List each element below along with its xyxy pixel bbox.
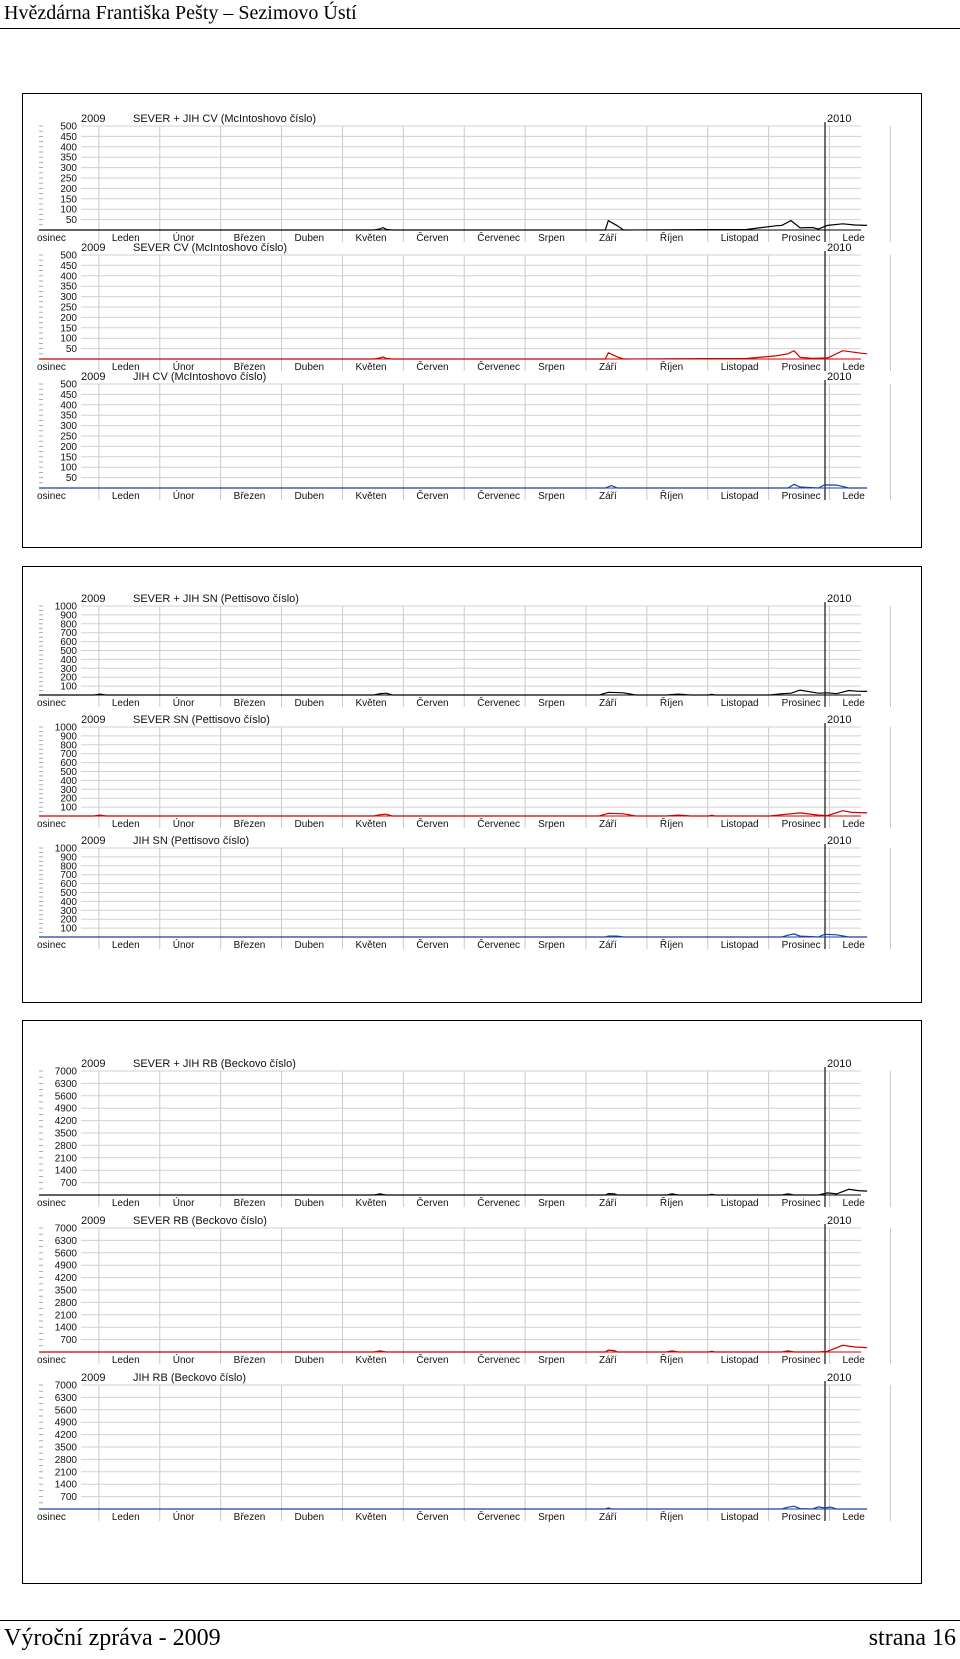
chart-9-ytick-label: 5600 <box>54 1405 77 1417</box>
chart-1-month-label: Lede <box>842 233 865 244</box>
chart-8-group <box>37 1215 890 1366</box>
chart-7-month-label: Říjen <box>659 1198 684 1209</box>
chart-2-ytick-label: 500 <box>60 250 77 262</box>
chart-9-ytick-label: 3500 <box>54 1442 77 1454</box>
chart-2-month-label: Červenec <box>477 362 521 373</box>
chart-3-month-label: Lede <box>842 491 865 502</box>
chart-8-ytick-label: 6300 <box>54 1235 77 1247</box>
chart-5-month-label: Lede <box>842 819 865 830</box>
chart-2-title: SEVER CV (McIntoshovo číslo) <box>133 242 288 254</box>
chart-5-month-label: Březen <box>233 819 266 830</box>
chart-5-ytick-label: 300 <box>60 784 77 796</box>
chart-6-month-label: Únor <box>172 940 195 951</box>
chart-2-year-right: 2010 <box>827 242 852 254</box>
chart-4-series-line <box>39 690 867 695</box>
chart-4-month-label: Leden <box>111 698 140 709</box>
chart-4-month-label: Duben <box>294 698 325 709</box>
chart-9-ytick-label: 4200 <box>54 1430 77 1442</box>
chart-6-ytick-label: 500 <box>60 888 77 899</box>
chart-7-title: SEVER + JIH RB (Beckovo číslo) <box>133 1058 296 1070</box>
chart-4-month-label: Srpen <box>538 698 565 709</box>
chart-6-year-left: 2009 <box>81 835 106 847</box>
chart-5-month-label: Leden <box>111 819 140 830</box>
chart-7-ytick-label: 6300 <box>54 1078 77 1090</box>
chart-9-ytick-label: 1400 <box>54 1479 77 1491</box>
chart-5-month-label: Srpen <box>538 819 565 830</box>
chart-2-month-label: Říjen <box>659 362 684 373</box>
chart-9-month-label: Březen <box>233 1512 266 1523</box>
chart-5-month-label: Duben <box>294 819 325 830</box>
chart-1-month-label: Červen <box>416 233 449 244</box>
chart-8-month-label: Lede <box>842 1355 865 1366</box>
chart-9-title: JIH RB (Beckovo číslo) <box>133 1372 247 1384</box>
chart-6-month-label: Červenec <box>477 940 521 951</box>
chart-1-month-label: Srpen <box>538 233 565 244</box>
chart-7-year-right: 2010 <box>827 1058 852 1070</box>
chart-3-month-label: Květen <box>355 491 387 502</box>
chart-3-month-label: Únor <box>172 491 195 502</box>
chart-1-ytick-label: 450 <box>60 131 77 143</box>
chart-5-month-label: Září <box>599 819 617 830</box>
chart-2-group <box>37 242 890 373</box>
chart-6-title: JIH SN (Pettisovo číslo) <box>133 835 250 847</box>
chart-9-month-label: Říjen <box>659 1512 684 1523</box>
chart-1-ytick-label: 400 <box>60 142 77 154</box>
chart-5-year-left: 2009 <box>81 714 106 726</box>
chart-1-month-label: Duben <box>294 233 325 244</box>
chart-8-month-label: Září <box>599 1355 617 1366</box>
chart-1-ytick-label: 350 <box>60 152 77 164</box>
chart-7-month-label: Leden <box>111 1198 140 1209</box>
chart-8-ytick-label: 4900 <box>54 1260 77 1272</box>
chart-1-ytick-label: 50 <box>65 215 77 227</box>
chart-1-series-line <box>39 221 867 230</box>
chart-9-month-label: Květen <box>355 1512 387 1523</box>
chart-3-month-label: Leden <box>111 491 140 502</box>
chart-3-group <box>37 371 890 502</box>
chart-2-ytick-label: 350 <box>60 281 77 293</box>
chart-6-month-label: osinec <box>37 940 66 951</box>
chart-1-month-label: Březen <box>233 233 266 244</box>
chart-1-ytick-label: 200 <box>60 183 77 195</box>
chart-8-month-label: Srpen <box>538 1355 565 1366</box>
chart-4-ytick-label: 800 <box>60 619 77 631</box>
chart-2-year-left: 2009 <box>81 242 106 254</box>
chart-9-year-left: 2009 <box>81 1372 106 1384</box>
chart-3-ytick-label: 50 <box>65 473 77 485</box>
chart-5-ytick-label: 800 <box>60 740 77 752</box>
chart-9-month-label: osinec <box>37 1512 66 1523</box>
chart-panel-sn-svg <box>23 567 920 1001</box>
chart-4-group <box>37 593 890 709</box>
chart-9-ytick-label: 2800 <box>54 1454 77 1466</box>
chart-5-series-line <box>39 811 867 816</box>
chart-5-ytick-label: 900 <box>60 731 77 743</box>
chart-3-ytick-label: 100 <box>60 462 77 474</box>
chart-7-month-label: Září <box>599 1198 617 1209</box>
chart-7-ytick-label: 7000 <box>54 1066 77 1078</box>
chart-5-month-label: Červen <box>416 819 449 830</box>
chart-4-month-label: Listopad <box>720 698 759 709</box>
chart-6-ytick-label: 200 <box>60 914 77 926</box>
chart-6-month-label: Prosinec <box>781 940 821 951</box>
chart-9-ytick-label: 7000 <box>54 1380 77 1392</box>
chart-2-ytick-label: 450 <box>60 260 77 272</box>
chart-8-year-right: 2010 <box>827 1215 852 1227</box>
chart-6-group <box>37 835 890 951</box>
chart-5-month-label: Prosinec <box>781 819 821 830</box>
chart-2-ytick-label: 300 <box>60 292 77 304</box>
chart-1-month-label: Červenec <box>477 233 521 244</box>
chart-2-series-line <box>39 351 867 359</box>
chart-4-title: SEVER + JIH SN (Pettisovo číslo) <box>133 593 299 605</box>
chart-9-month-label: Leden <box>111 1512 140 1523</box>
chart-7-month-label: Březen <box>233 1198 266 1209</box>
chart-7-month-label: Lede <box>842 1198 865 1209</box>
chart-8-ytick-label: 3500 <box>54 1285 77 1297</box>
chart-6-ytick-label: 400 <box>60 896 77 908</box>
chart-3-year-left: 2009 <box>81 371 106 383</box>
chart-9-month-label: Listopad <box>720 1512 759 1523</box>
chart-7-series-line <box>39 1189 867 1195</box>
chart-1-month-label: Květen <box>355 233 387 244</box>
chart-6-ytick-label: 1000 <box>54 843 77 855</box>
chart-1-year-left: 2009 <box>81 113 106 125</box>
chart-3-year-right: 2010 <box>827 371 852 383</box>
chart-2-month-label: Srpen <box>538 362 565 373</box>
chart-3-ytick-label: 350 <box>60 410 77 422</box>
chart-7-ytick-label: 3500 <box>54 1128 77 1140</box>
chart-4-month-label: Prosinec <box>781 698 821 709</box>
chart-4-month-label: Červen <box>416 698 449 709</box>
chart-8-month-label: Únor <box>172 1355 195 1366</box>
chart-1-month-label: Leden <box>111 233 140 244</box>
chart-3-ytick-label: 450 <box>60 389 77 401</box>
chart-4-year-right: 2010 <box>827 593 852 605</box>
chart-7-month-label: Květen <box>355 1198 387 1209</box>
chart-4-month-label: Červenec <box>477 698 521 709</box>
chart-8-month-label: Červenec <box>477 1355 521 1366</box>
chart-9-ytick-label: 2100 <box>54 1467 77 1479</box>
chart-9-month-label: Červenec <box>477 1512 521 1523</box>
chart-4-year-left: 2009 <box>81 593 106 605</box>
chart-6-ytick-label: 300 <box>60 905 77 917</box>
chart-8-month-label: osinec <box>37 1355 66 1366</box>
chart-5-ytick-label: 400 <box>60 775 77 787</box>
chart-7-month-label: Červenec <box>477 1198 521 1209</box>
chart-3-series-line <box>39 484 867 488</box>
chart-7-ytick-label: 5600 <box>54 1091 77 1103</box>
chart-6-ytick-label: 900 <box>60 852 77 864</box>
chart-3-month-label: Září <box>599 491 617 502</box>
chart-8-month-label: Duben <box>294 1355 325 1366</box>
chart-5-ytick-label: 700 <box>60 749 77 761</box>
chart-7-ytick-label: 1400 <box>54 1165 77 1177</box>
chart-7-month-label: Duben <box>294 1198 325 1209</box>
chart-2-month-label: Únor <box>172 362 195 373</box>
chart-6-ytick-label: 100 <box>60 923 77 935</box>
chart-1-ytick-label: 100 <box>60 204 77 216</box>
footer-page-number: strana 16 <box>868 1625 956 1651</box>
chart-8-year-left: 2009 <box>81 1215 106 1227</box>
chart-3-month-label: osinec <box>37 491 66 502</box>
chart-4-ytick-label: 500 <box>60 646 77 657</box>
chart-6-month-label: Březen <box>233 940 266 951</box>
chart-1-group <box>37 113 890 244</box>
chart-6-month-label: Srpen <box>538 940 565 951</box>
chart-8-month-label: Březen <box>233 1355 266 1366</box>
chart-8-month-label: Listopad <box>720 1355 759 1366</box>
chart-5-ytick-label: 1000 <box>54 722 77 734</box>
chart-2-ytick-label: 50 <box>65 344 77 356</box>
chart-4-month-label: Květen <box>355 698 387 709</box>
chart-9-month-label: Prosinec <box>781 1512 821 1523</box>
chart-1-month-label: Září <box>599 233 617 244</box>
chart-1-year-right: 2010 <box>827 113 852 125</box>
chart-2-ytick-label: 400 <box>60 271 77 283</box>
chart-4-ytick-label: 900 <box>60 610 77 622</box>
chart-9-month-label: Duben <box>294 1512 325 1523</box>
chart-7-ytick-label: 4200 <box>54 1116 77 1128</box>
chart-2-month-label: Prosinec <box>781 362 821 373</box>
chart-7-ytick-label: 4900 <box>54 1103 77 1115</box>
chart-8-ytick-label: 700 <box>60 1335 77 1347</box>
chart-7-group <box>37 1058 890 1209</box>
chart-3-ytick-label: 400 <box>60 400 77 412</box>
chart-8-month-label: Květen <box>355 1355 387 1366</box>
chart-5-ytick-label: 100 <box>60 802 77 814</box>
chart-4-ytick-label: 200 <box>60 672 77 684</box>
chart-3-month-label: Březen <box>233 491 266 502</box>
chart-2-ytick-label: 200 <box>60 312 77 324</box>
chart-8-month-label: Leden <box>111 1355 140 1366</box>
chart-5-month-label: osinec <box>37 819 66 830</box>
chart-6-ytick-label: 800 <box>60 861 77 873</box>
chart-2-month-label: Červen <box>416 362 449 373</box>
chart-1-month-label: osinec <box>37 233 66 244</box>
chart-3-month-label: Srpen <box>538 491 565 502</box>
chart-panel-sn <box>22 566 922 1003</box>
chart-9-month-label: Červen <box>416 1512 449 1523</box>
chart-5-month-label: Únor <box>172 819 195 830</box>
chart-5-title: SEVER SN (Pettisovo číslo) <box>133 714 270 726</box>
chart-4-ytick-label: 300 <box>60 663 77 675</box>
page-header-title: Hvězdárna Františka Pešty – Sezimovo Ústí <box>4 2 357 24</box>
chart-7-month-label: Prosinec <box>781 1198 821 1209</box>
chart-8-ytick-label: 4200 <box>54 1273 77 1285</box>
chart-5-year-right: 2010 <box>827 714 852 726</box>
chart-5-month-label: Květen <box>355 819 387 830</box>
chart-5-month-label: Listopad <box>720 819 759 830</box>
chart-2-month-label: Září <box>599 362 617 373</box>
chart-4-month-label: Září <box>599 698 617 709</box>
chart-1-title: SEVER + JIH CV (McIntoshovo číslo) <box>133 113 317 125</box>
chart-3-ytick-label: 250 <box>60 431 77 443</box>
chart-4-month-label: osinec <box>37 698 66 709</box>
chart-7-month-label: Srpen <box>538 1198 565 1209</box>
chart-6-ytick-label: 700 <box>60 870 77 882</box>
chart-1-month-label: Únor <box>172 233 195 244</box>
chart-9-month-label: Únor <box>172 1512 195 1523</box>
footer-report-title: Výroční zpráva - 2009 <box>4 1625 221 1651</box>
chart-8-ytick-label: 2800 <box>54 1297 77 1309</box>
chart-6-month-label: Leden <box>111 940 140 951</box>
chart-panel-rb-svg <box>23 1021 920 1582</box>
chart-5-month-label: Červenec <box>477 819 521 830</box>
chart-7-month-label: Listopad <box>720 1198 759 1209</box>
chart-6-month-label: Září <box>599 940 617 951</box>
chart-panel-cv-svg <box>23 94 920 546</box>
chart-7-ytick-label: 2800 <box>54 1140 77 1152</box>
chart-9-month-label: Září <box>599 1512 617 1523</box>
chart-panel-cv <box>22 93 922 548</box>
chart-3-ytick-label: 300 <box>60 421 77 433</box>
chart-2-month-label: Leden <box>111 362 140 373</box>
chart-5-ytick-label: 600 <box>60 758 77 770</box>
chart-9-ytick-label: 700 <box>60 1492 77 1504</box>
chart-2-ytick-label: 100 <box>60 333 77 345</box>
chart-2-month-label: Květen <box>355 362 387 373</box>
chart-3-month-label: Říjen <box>659 491 684 502</box>
chart-9-ytick-label: 4900 <box>54 1417 77 1429</box>
chart-1-month-label: Říjen <box>659 233 684 244</box>
chart-7-ytick-label: 700 <box>60 1178 77 1190</box>
chart-4-month-label: Lede <box>842 698 865 709</box>
chart-8-ytick-label: 1400 <box>54 1322 77 1334</box>
page-header <box>0 0 960 29</box>
chart-4-ytick-label: 700 <box>60 628 77 640</box>
chart-3-month-label: Červen <box>416 491 449 502</box>
chart-9-month-label: Lede <box>842 1512 865 1523</box>
chart-4-ytick-label: 1000 <box>54 601 77 613</box>
chart-9-month-label: Srpen <box>538 1512 565 1523</box>
chart-3-ytick-label: 500 <box>60 379 77 391</box>
chart-panel-rb <box>22 1020 922 1584</box>
chart-1-ytick-label: 250 <box>60 173 77 185</box>
chart-6-year-right: 2010 <box>827 835 852 847</box>
chart-2-month-label: Lede <box>842 362 865 373</box>
chart-4-ytick-label: 100 <box>60 681 77 693</box>
chart-4-month-label: Březen <box>233 698 266 709</box>
chart-5-ytick-label: 500 <box>60 767 77 778</box>
chart-1-ytick-label: 300 <box>60 163 77 175</box>
chart-9-group <box>37 1372 890 1523</box>
chart-9-ytick-label: 6300 <box>54 1392 77 1404</box>
chart-6-month-label: Červen <box>416 940 449 951</box>
chart-8-ytick-label: 2100 <box>54 1310 77 1322</box>
chart-7-month-label: osinec <box>37 1198 66 1209</box>
chart-4-month-label: Říjen <box>659 698 684 709</box>
chart-4-ytick-label: 400 <box>60 654 77 666</box>
chart-6-month-label: Duben <box>294 940 325 951</box>
chart-8-ytick-label: 5600 <box>54 1248 77 1260</box>
chart-6-month-label: Květen <box>355 940 387 951</box>
chart-4-ytick-label: 600 <box>60 637 77 649</box>
chart-7-month-label: Únor <box>172 1198 195 1209</box>
chart-6-month-label: Říjen <box>659 940 684 951</box>
chart-3-month-label: Červenec <box>477 491 521 502</box>
chart-7-ytick-label: 2100 <box>54 1153 77 1165</box>
chart-6-ytick-label: 600 <box>60 879 77 891</box>
chart-3-ytick-label: 150 <box>60 452 77 464</box>
chart-8-ytick-label: 7000 <box>54 1223 77 1235</box>
chart-2-month-label: Duben <box>294 362 325 373</box>
chart-3-month-label: Listopad <box>720 491 759 502</box>
chart-2-ytick-label: 150 <box>60 323 77 335</box>
page-footer <box>0 1620 960 1659</box>
chart-8-month-label: Prosinec <box>781 1355 821 1366</box>
chart-8-month-label: Říjen <box>659 1355 684 1366</box>
chart-8-month-label: Červen <box>416 1355 449 1366</box>
chart-6-month-label: Lede <box>842 940 865 951</box>
chart-4-month-label: Únor <box>172 698 195 709</box>
chart-1-month-label: Prosinec <box>781 233 821 244</box>
chart-8-series-line <box>39 1345 867 1352</box>
chart-7-year-left: 2009 <box>81 1058 106 1070</box>
chart-2-month-label: Listopad <box>720 362 759 373</box>
chart-5-month-label: Říjen <box>659 819 684 830</box>
chart-1-month-label: Listopad <box>720 233 759 244</box>
chart-3-ytick-label: 200 <box>60 441 77 453</box>
chart-3-month-label: Duben <box>294 491 325 502</box>
chart-1-ytick-label: 150 <box>60 194 77 206</box>
chart-7-month-label: Červen <box>416 1198 449 1209</box>
chart-1-ytick-label: 500 <box>60 121 77 133</box>
chart-6-month-label: Listopad <box>720 940 759 951</box>
chart-2-ytick-label: 250 <box>60 302 77 314</box>
chart-2-month-label: Březen <box>233 362 266 373</box>
chart-8-title: SEVER RB (Beckovo číslo) <box>133 1215 267 1227</box>
chart-5-group <box>37 714 890 830</box>
chart-2-month-label: osinec <box>37 362 66 373</box>
chart-3-month-label: Prosinec <box>781 491 821 502</box>
chart-5-ytick-label: 200 <box>60 793 77 805</box>
chart-9-year-right: 2010 <box>827 1372 852 1384</box>
chart-3-title: JIH CV (McIntoshovo číslo) <box>133 371 267 383</box>
